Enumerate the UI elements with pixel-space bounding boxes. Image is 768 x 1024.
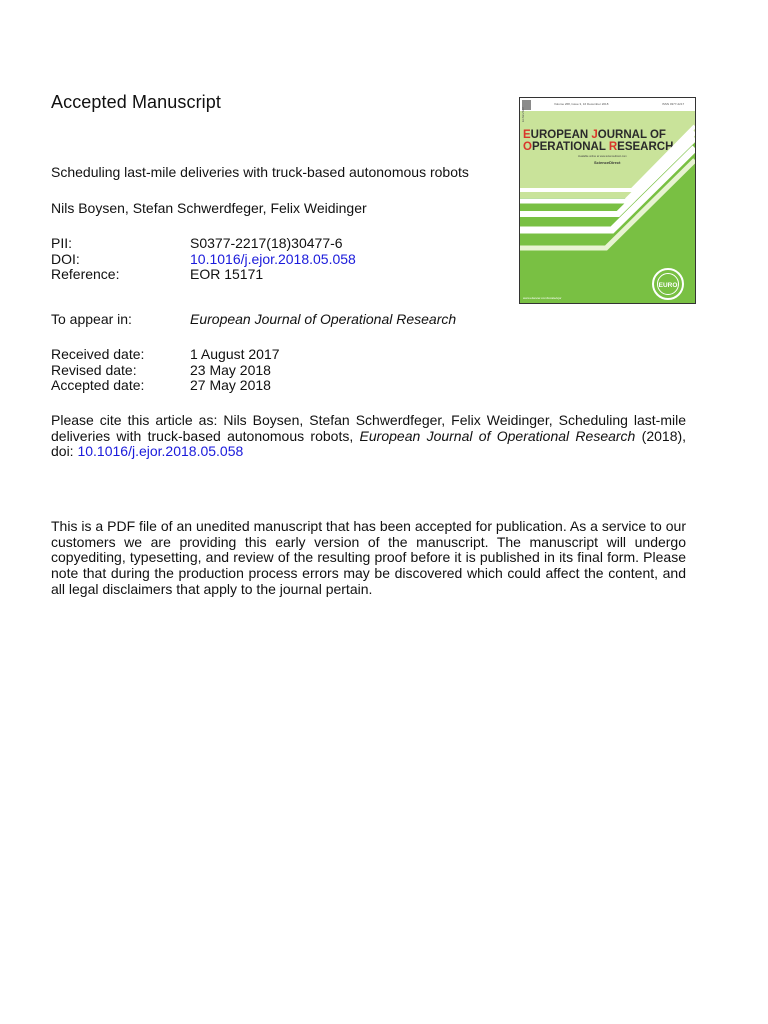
reference-row <box>51 266 511 282</box>
doi-label: DOI: <box>51 251 80 267</box>
pii-label: PII: <box>51 235 73 251</box>
article-title: Scheduling last-mile deliveries with truck-based autonomous robots <box>51 164 469 180</box>
citation-year-doi: (2018), doi: <box>51 427 687 460</box>
citation-text: Please cite this article as: Nils Boysen, Stefan Schwerdfeger, Felix Weidinger, Scheduling last-mile deliveries with truck-based autonomous robots, <box>51 412 686 444</box>
reference-label: Reference: <box>51 266 120 282</box>
citation-journal: European Journal of Operational Research <box>359 427 636 444</box>
doi-link[interactable]: 10.1016/j.ejor.2018.05.058 <box>190 251 356 267</box>
pii-row <box>51 235 511 251</box>
cover-journal-line2: OPERATIONAL RESEARCH <box>523 141 674 153</box>
cover-journal-line1: EUROPEAN JOURNAL OF <box>523 129 666 141</box>
euro-logo-text: EURO <box>658 282 678 289</box>
euro-logo-icon <box>653 269 683 299</box>
revised-row <box>51 362 511 378</box>
citation-doi-link[interactable]: 10.1016/j.ejor.2018.05.058 <box>77 443 244 460</box>
accepted-row <box>51 377 511 393</box>
article-authors: Nils Boysen, Stefan Schwerdfeger, Felix Weidinger <box>51 200 367 216</box>
pii-value: S0377-2217(18)30477-6 <box>190 235 343 251</box>
received-row <box>51 346 511 362</box>
cover-issn: ISSN 0377-2217 <box>662 102 685 106</box>
cover-publisher: ELSEVIER <box>521 107 525 122</box>
notice-paragraph: This is a PDF file of an unedited manuscript that has been accepted for publication. As a service to our customers we are providing this early version of the manuscript. The manuscript will undergo copyediting, typesetting, and review of the resulting proof before it is published in its final form. Please note that during the production process errors may be discovered which could affect the content, and all legal disclaimers that apply to the journal pertain. <box>51 518 686 597</box>
page-heading: Accepted Manuscript <box>51 92 221 112</box>
accepted-label: Accepted date: <box>51 377 145 393</box>
appear-value: European Journal of Operational Research <box>190 311 457 327</box>
appear-row <box>51 311 511 327</box>
revised-label: Revised date: <box>51 362 137 378</box>
reference-value: EOR 15171 <box>190 266 264 282</box>
accepted-value: 27 May 2018 <box>190 377 271 393</box>
cover-url: www.elsevier.com/locate/ejor <box>523 296 562 300</box>
revised-value: 23 May 2018 <box>190 362 271 378</box>
received-value: 1 August 2017 <box>190 346 280 362</box>
journal-cover-art <box>520 98 695 303</box>
journal-cover[interactable] <box>519 97 696 304</box>
appear-label: To appear in: <box>51 311 132 327</box>
received-label: Received date: <box>51 346 145 362</box>
cover-subtitle: Available online at www.sciencedirect.com <box>578 155 627 158</box>
citation-paragraph <box>51 413 686 460</box>
cover-volume-line: Volume 268, Issue 3, 16 December 2018 <box>554 102 609 106</box>
doi-row <box>51 251 511 267</box>
cover-platform: ScienceDirect <box>594 160 621 165</box>
